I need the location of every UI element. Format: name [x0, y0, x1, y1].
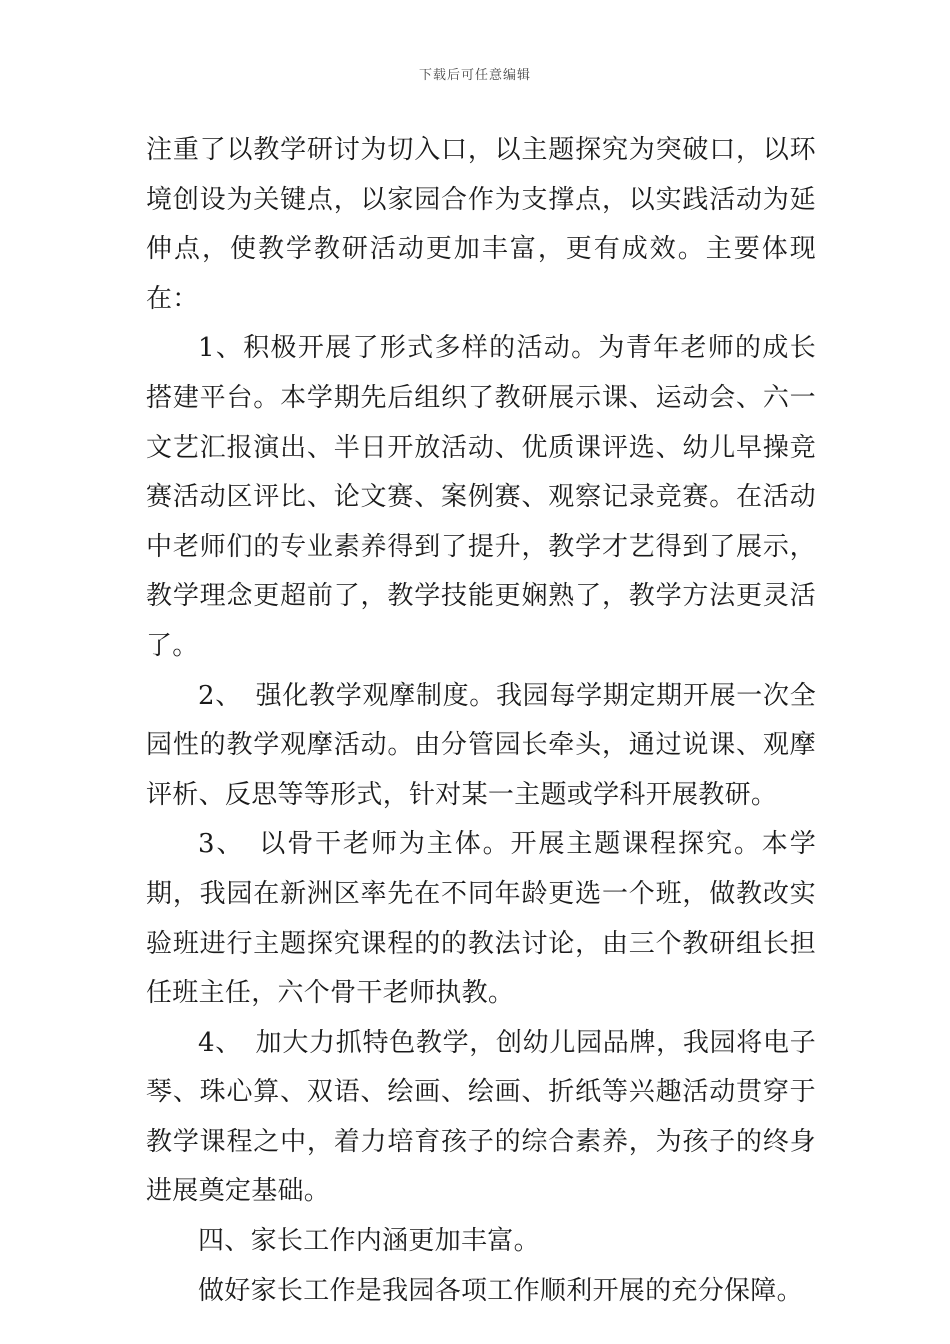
paragraph-item-3: 3、 以骨干老师为主体。开展主题课程探究。本学期，我园在新洲区率先在不同年龄更选一个班，做教改实验班进行主题探究课程的的教法讨论，由三个教研组长担任班主任，六个骨干老师执教。: [146, 829, 816, 1009]
paragraph-continuation: 注重了以教学研讨为切入口，以主题探究为突破口，以环境创设为关键点，以家园合作为支撑点，以实践活动为延伸点，使教学教研活动更加丰富，更有成效。主要体现在：: [146, 135, 816, 314]
paragraph-parent-work: 做好家长工作是我园各项工作顺利开展的充分保障。: [198, 1275, 803, 1306]
paragraph-item-4: 4、 加大力抓特色教学，创幼儿园品牌，我园将电子琴、珠心算、双语、绘画、绘画、折纸等兴趣活动贯穿于教学课程之中，着力培育孩子的综合素养，为孩子的终身进展奠定基础。: [146, 1027, 816, 1207]
paragraph-item-2: 2、 强化教学观摩制度。我园每学期定期开展一次全园性的教学观摩活动。由分管园长牵头，通过说课、观摩评析、反思等等形式，针对某一主题或学科开展教研。: [146, 680, 816, 810]
document-body: [146, 126, 816, 1316]
page-header-note: 下载后可任意编辑: [418, 68, 531, 83]
section-heading-parent-work: 四、家长工作内涵更加丰富。: [198, 1226, 540, 1257]
paragraph-item-1: 1、积极开展了形式多样的活动。为青年老师的成长搭建平台。本学期先后组织了教研展示课、运动会、六一文艺汇报演出、半日开放活动、优质课评选、幼儿早操竞赛活动区评比、论文赛、案例赛、观察记录竞赛。在活动中老师们的专业素养得到了提升，教学才艺得到了展示，教学理念更超前了，教学技能更娴熟了，教学方法更灵活了。: [146, 333, 816, 661]
